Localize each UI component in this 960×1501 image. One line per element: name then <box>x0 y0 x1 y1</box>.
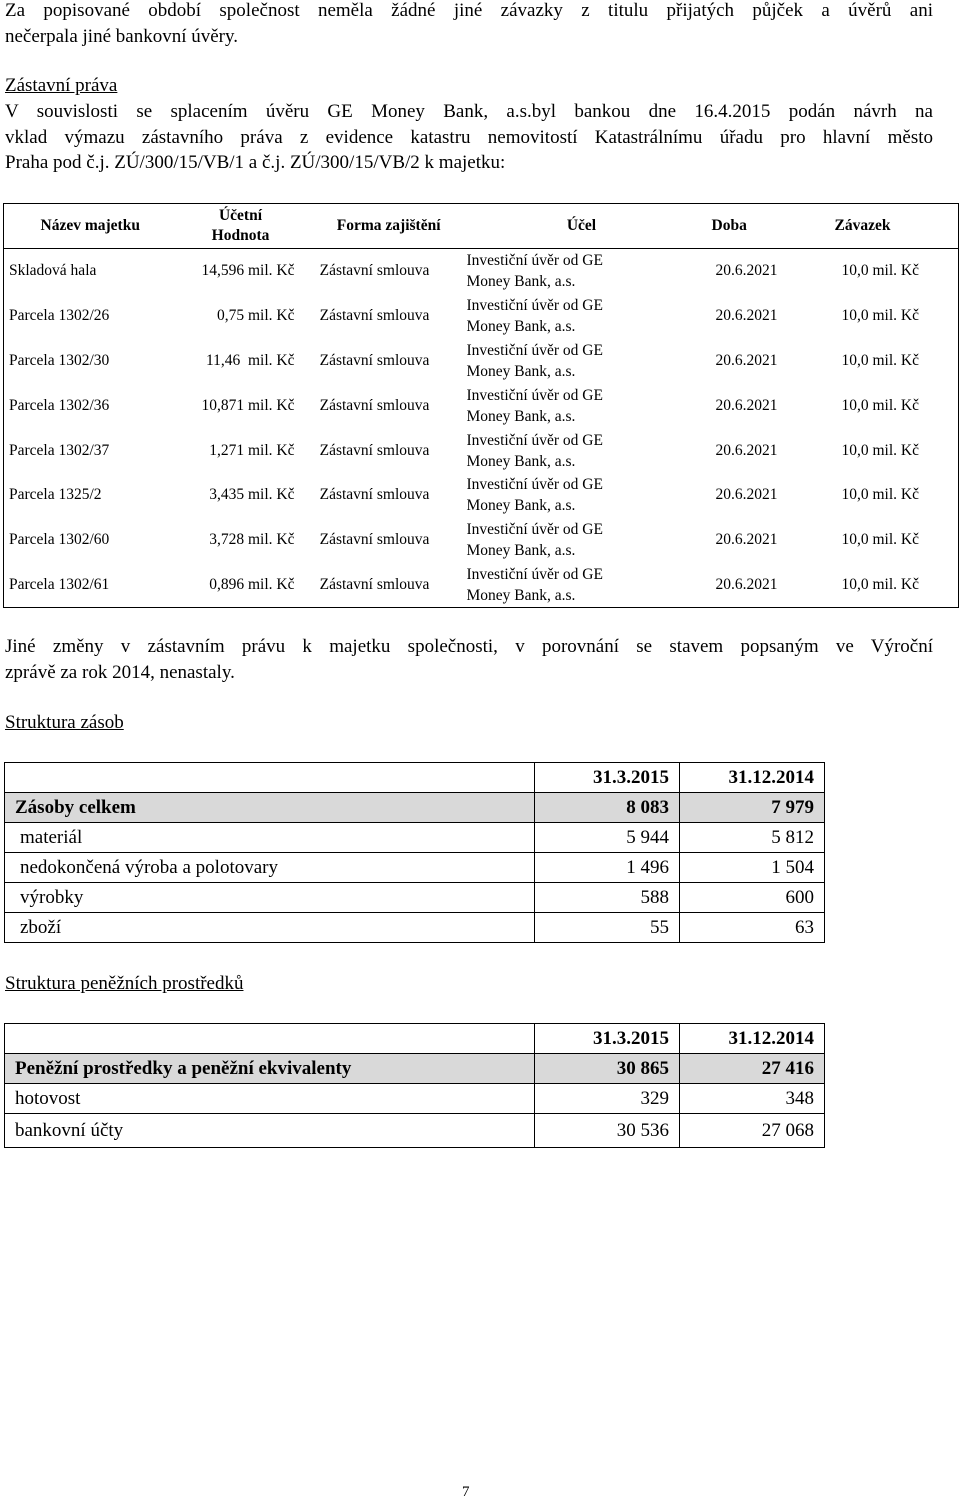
row-value-2: 348 <box>680 1084 825 1114</box>
purpose-line-1: Investiční úvěr od GE <box>466 341 603 359</box>
intro-line-2: nečerpala jiné bankovní úvěry. <box>5 25 239 47</box>
inventory-header-blank <box>5 763 535 793</box>
row-value-1: 30 865 <box>535 1054 680 1084</box>
row-value-1: 5 944 <box>535 823 680 853</box>
asset-value: 3,728 mil. Kč <box>209 531 295 549</box>
table-row <box>4 428 959 473</box>
header-name: Název majetku <box>40 217 140 234</box>
row-value-2: 27 068 <box>680 1114 825 1148</box>
asset-name: Parcela 1325/2 <box>9 486 102 504</box>
table-row <box>5 1084 825 1114</box>
purpose-line-1: Investiční úvěr od GE <box>466 386 603 404</box>
page-number: 7 <box>462 1484 470 1500</box>
asset-name: Parcela 1302/37 <box>9 441 110 459</box>
purpose-line-1: Investiční úvěr od GE <box>466 565 603 583</box>
asset-name: Parcela 1302/60 <box>9 531 110 549</box>
inventory-table <box>4 762 825 943</box>
purpose-line-1: Investiční úvěr od GE <box>466 431 603 449</box>
pledge-line-2: vklad výmazu zástavního práva z evidence katastru nemovitostí Katastrálnímu úřadu pro hlavní město <box>5 126 933 148</box>
header-liability: Závazek <box>834 217 891 234</box>
row-label: Peněžní prostředky a peněžní ekvivalenty <box>5 1054 535 1084</box>
table-row <box>4 383 959 428</box>
term: 20.6.2021 <box>715 441 778 459</box>
asset-value: 0,896 mil. Kč <box>209 575 295 593</box>
purpose-line-1: Investiční úvěr od GE <box>466 521 603 539</box>
row-label: nedokončená výroba a polotovary <box>5 853 535 883</box>
asset-value: 1,271 mil. Kč <box>209 441 295 459</box>
table-row <box>4 473 959 518</box>
liability: 10,0 mil. Kč <box>841 396 919 414</box>
pledge-line-1: V souvislosti se splacením úvěru GE Money Bank, a.s.byl bankou dne 16.4.2015 podán návrh na <box>5 101 933 122</box>
inventory-header-row <box>5 763 825 793</box>
header-value <box>177 204 295 249</box>
row-value-1: 8 083 <box>535 793 680 823</box>
pledge-table <box>3 203 959 608</box>
security-form: Zástavní smlouva <box>319 351 430 369</box>
intro-line-1: Za popisované období společnost neměla žádné jiné závazky z titulu přijatých půjček a úvěrů ani <box>5 0 933 21</box>
table-row <box>4 518 959 563</box>
purpose <box>455 294 687 339</box>
security-form: Zástavní smlouva <box>319 531 430 549</box>
table-row <box>5 823 825 853</box>
purpose <box>455 518 687 563</box>
term: 20.6.2021 <box>715 486 778 504</box>
row-label: Zásoby celkem <box>5 793 535 823</box>
purpose <box>455 339 687 384</box>
asset-value: 11,46 mil. Kč <box>205 351 295 369</box>
other-changes-line-1: Jiné změny v zástavním právu k majetku společnosti, v porovnání se stavem popsaným ve Výroční <box>5 636 933 657</box>
row-value-2: 63 <box>680 913 825 943</box>
header-term: Doba <box>711 217 747 234</box>
asset-value: 0,75 mil. Kč <box>217 307 295 325</box>
purpose <box>455 563 687 608</box>
intro-paragraph <box>5 0 933 49</box>
header-form: Forma zajištění <box>336 217 441 234</box>
table-row <box>4 249 959 294</box>
purpose-line-1: Investiční úvěr od GE <box>466 476 603 494</box>
inventory-col-1: 31.3.2015 <box>535 763 680 793</box>
cash-col-2: 31.12.2014 <box>680 1024 825 1054</box>
asset-name: Parcela 1302/26 <box>9 307 110 325</box>
purpose-line-2: Money Bank, a.s. <box>466 586 576 604</box>
asset-name: Skladová hala <box>9 262 97 280</box>
term: 20.6.2021 <box>715 531 778 549</box>
liability: 10,0 mil. Kč <box>841 441 919 459</box>
asset-name: Parcela 1302/36 <box>9 396 110 414</box>
purpose-line-2: Money Bank, a.s. <box>466 497 576 515</box>
other-changes-paragraph <box>5 634 933 685</box>
inventory-heading: Struktura zásob <box>5 712 124 733</box>
row-label: výrobky <box>5 883 535 913</box>
header-value-line-2: Hodnota <box>211 227 270 244</box>
row-value-2: 1 504 <box>680 853 825 883</box>
asset-value: 3,435 mil. Kč <box>209 486 295 504</box>
pledge-table-header <box>4 204 959 249</box>
row-label: materiál <box>5 823 535 853</box>
pledge-line-3: Praha pod č.j. ZÚ/300/15/VB/1 a č.j. ZÚ/300/15/VB/2 k majetku: <box>5 152 506 173</box>
liability: 10,0 mil. Kč <box>841 262 919 280</box>
row-value-1: 30 536 <box>535 1114 680 1148</box>
liability: 10,0 mil. Kč <box>841 575 919 593</box>
asset-value: 14,596 mil. Kč <box>201 262 295 280</box>
inventory-col-2: 31.12.2014 <box>680 763 825 793</box>
security-form: Zástavní smlouva <box>319 307 430 325</box>
table-row <box>4 339 959 384</box>
term: 20.6.2021 <box>715 396 778 414</box>
purpose <box>455 249 687 294</box>
asset-value: 10,871 mil. Kč <box>201 396 295 414</box>
term: 20.6.2021 <box>715 351 778 369</box>
cash-table <box>4 1023 825 1148</box>
other-changes-line-2: zprávě za rok 2014, nenastaly. <box>5 661 235 683</box>
cash-col-1: 31.3.2015 <box>535 1024 680 1054</box>
term: 20.6.2021 <box>715 262 778 280</box>
purpose-line-2: Money Bank, a.s. <box>466 407 576 425</box>
row-value-1: 55 <box>535 913 680 943</box>
term: 20.6.2021 <box>715 575 778 593</box>
row-value-1: 329 <box>535 1084 680 1114</box>
row-label: hotovost <box>5 1084 535 1114</box>
security-form: Zástavní smlouva <box>319 396 430 414</box>
liability: 10,0 mil. Kč <box>841 351 919 369</box>
security-form: Zástavní smlouva <box>319 441 430 459</box>
cash-header-blank <box>5 1024 535 1054</box>
security-form: Zástavní smlouva <box>319 262 430 280</box>
purpose <box>455 473 687 518</box>
purpose-line-2: Money Bank, a.s. <box>466 273 576 291</box>
row-value-1: 1 496 <box>535 853 680 883</box>
security-form: Zástavní smlouva <box>319 575 430 593</box>
row-value-2: 5 812 <box>680 823 825 853</box>
asset-name: Parcela 1302/61 <box>9 575 110 593</box>
purpose <box>455 383 687 428</box>
row-value-1: 588 <box>535 883 680 913</box>
table-row <box>5 1114 825 1148</box>
cash-header-row <box>5 1024 825 1054</box>
table-row <box>5 1054 825 1084</box>
purpose-line-2: Money Bank, a.s. <box>466 452 576 470</box>
asset-name: Parcela 1302/30 <box>9 351 110 369</box>
header-purpose: Účel <box>566 217 597 234</box>
row-value-2: 27 416 <box>680 1054 825 1084</box>
pledge-heading: Zástavní práva <box>5 75 118 96</box>
table-row <box>5 793 825 823</box>
security-form: Zástavní smlouva <box>319 486 430 504</box>
purpose-line-2: Money Bank, a.s. <box>466 362 576 380</box>
table-row <box>5 883 825 913</box>
row-value-2: 600 <box>680 883 825 913</box>
liability: 10,0 mil. Kč <box>841 307 919 325</box>
pledge-paragraph <box>5 99 933 176</box>
liability: 10,0 mil. Kč <box>841 486 919 504</box>
header-value-line-1: Účetní <box>218 207 263 224</box>
row-value-2: 7 979 <box>680 793 825 823</box>
table-row <box>5 913 825 943</box>
cash-heading: Struktura peněžních prostředků <box>5 973 244 994</box>
purpose-line-2: Money Bank, a.s. <box>466 318 576 336</box>
purpose-line-2: Money Bank, a.s. <box>466 542 576 560</box>
table-row <box>4 294 959 339</box>
row-label: zboží <box>5 913 535 943</box>
term: 20.6.2021 <box>715 307 778 325</box>
table-row <box>4 563 959 608</box>
purpose-line-1: Investiční úvěr od GE <box>466 252 603 270</box>
purpose-line-1: Investiční úvěr od GE <box>466 297 603 315</box>
liability: 10,0 mil. Kč <box>841 531 919 549</box>
table-row <box>5 853 825 883</box>
row-label: bankovní účty <box>5 1114 535 1148</box>
purpose <box>455 428 687 473</box>
